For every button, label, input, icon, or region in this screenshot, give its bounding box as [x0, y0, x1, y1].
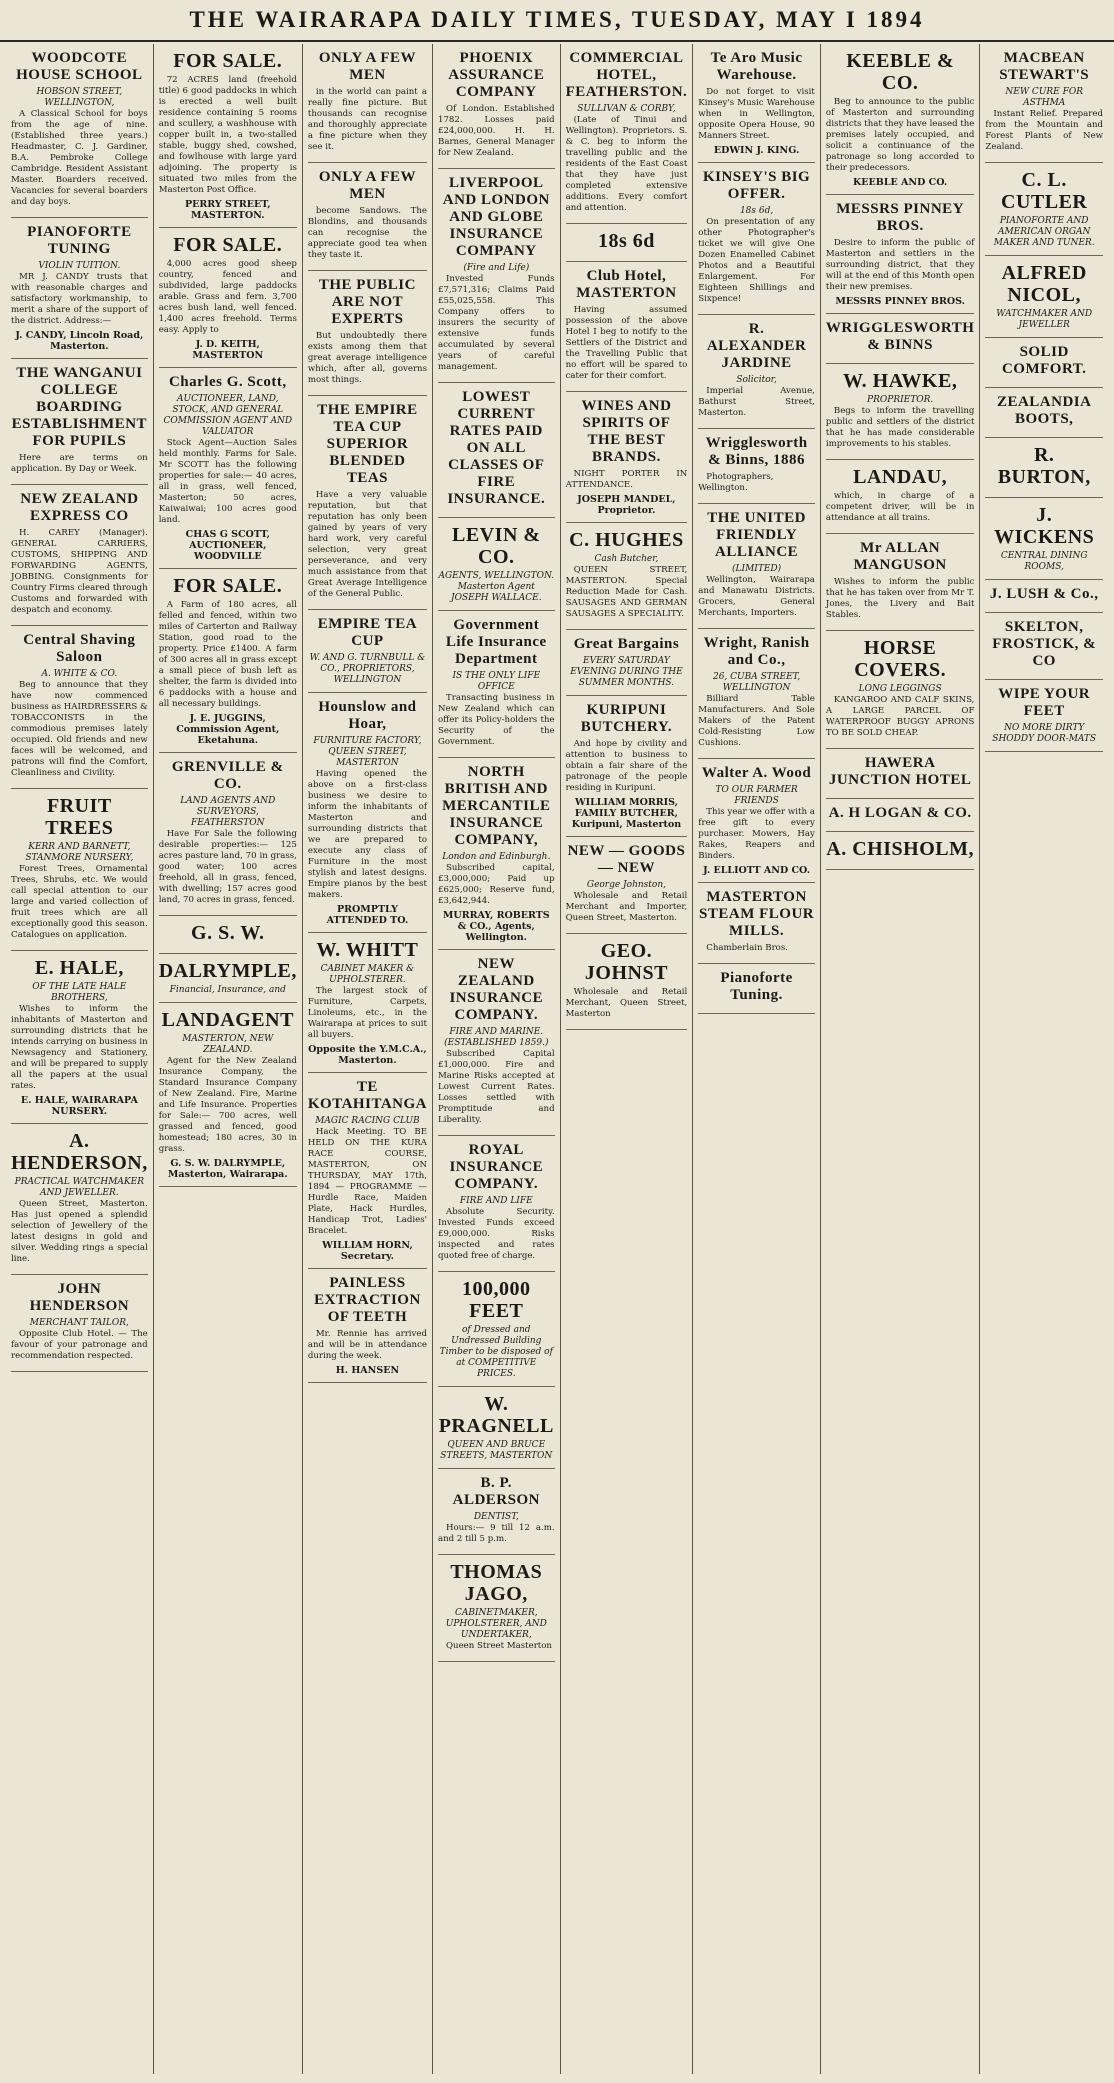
ad-body: Here are terms on application. By Day or Week. [11, 453, 148, 474]
ad-heading: KEEBLE & CO. [846, 50, 955, 94]
column-1 [6, 44, 154, 2074]
ad-signature: J. CANDY, Lincoln Road, Masterton. [15, 330, 144, 352]
advertisement [566, 837, 688, 934]
advertisement [438, 1555, 555, 1662]
ad-heading: W. PRAGNELL [438, 1393, 554, 1437]
advertisement [438, 1272, 555, 1387]
ad-signature: EDWIN J. KING. [713, 145, 800, 156]
ad-signature: WILLIAM MORRIS, FAMILY BUTCHER, Kuripuni, Masterton [571, 797, 682, 830]
advertisement [566, 224, 688, 262]
ad-heading: LEVIN & CO. [452, 524, 541, 568]
ad-body: Instant Relief. Prepared from the Mountain and Forest Plants of New Zealand. [985, 109, 1103, 152]
advertisement [438, 1469, 555, 1555]
advertisement [826, 799, 975, 832]
ad-signature: H. HANSEN [335, 1365, 400, 1376]
advertisement [826, 832, 975, 870]
ad-subheading: AGENTS, WELLINGTON. Masterton Agent JOSEPH WALLACE. [438, 571, 555, 603]
ad-subheading: A. WHITE & CO. [41, 669, 118, 679]
ad-body: Queen Street Masterton [446, 1641, 552, 1651]
advertisement [826, 631, 975, 749]
ad-body: On presentation of any other Photographer's ticket we will give One Dozen Enamelled Cabinet Photos and a Beautiful Enlargement. For Eighteen Shillings and Sixpence! [698, 217, 815, 304]
ad-subheading: of Dressed and Undressed Building Timber to be disposed of at COMPETITIVE PRICES. [439, 1325, 553, 1379]
ad-heading: LIVERPOOL AND LONDON AND GLOBE INSURANCE COMPANY [442, 175, 550, 259]
advertisement [698, 504, 815, 629]
ad-subheading: George Johnston, [586, 880, 666, 890]
ad-heading: THOMAS JAGO, [450, 1561, 543, 1605]
advertisement [308, 396, 427, 610]
ad-body: Wishes to inform the inhabitants of Masterton and surrounding districts that he intends carrying on business in Newsagency and Stationery, and will be prepared to supply all the papers at the usual rates. [11, 1004, 148, 1091]
ad-body: Mr. Rennie has arrived and will be in attendance during the week. [307, 1329, 427, 1361]
ad-subheading: SULLIVAN & CORBY, [577, 104, 676, 114]
advertisement [566, 696, 688, 837]
ad-heading: THE PUBLIC ARE NOT EXPERTS [318, 277, 416, 327]
ad-subheading: PIANOFORTE AND AMERICAN ORGAN MAKER AND TUNER. [993, 216, 1095, 248]
ad-subheading: FIRE AND LIFE [459, 1196, 533, 1206]
advertisement [438, 518, 555, 611]
ad-body: 4,000 acres good sheep country, fenced and subdivided, large paddocks arable. Grass and fern. 3,700 acres bush land, well fenced. 1,400 acres freehold. Terms easy. Apply to [158, 259, 297, 335]
advertisement [438, 44, 555, 169]
ad-heading: KINSEY'S BIG OFFER. [702, 169, 811, 202]
advertisement [11, 951, 148, 1124]
ad-subheading: LONG LEGGINGS [858, 684, 942, 694]
ad-body: NIGHT PORTER IN ATTENDANCE. [565, 469, 688, 490]
ad-body: Wishes to inform the public that he has taken over from Mr T. Jones, the Livery and Bait Stables. [825, 577, 975, 620]
ad-signature: KEEBLE AND CO. [853, 177, 948, 188]
column-5 [561, 44, 694, 2074]
ad-heading: MACBEAN STEWART'S [999, 50, 1090, 83]
advertisement [308, 271, 427, 396]
ad-subheading: Financial, Insurance, and [169, 985, 286, 995]
advertisement [698, 759, 815, 883]
ad-heading: 18s 6d [597, 230, 655, 252]
ad-body: Have For Sale the following desirable properties:— 125 acres pasture land, 70 in grass, good water; 100 acres freehold, all in grass, fenced, with dwelling; 157 acres good land, 70 acres in grass, fenced. [158, 829, 297, 905]
ad-subheading: PRACTICAL WATCHMAKER AND JEWELLER. [14, 1177, 145, 1198]
ad-body: become Sandows. The Blondins, and thousands can recognise the appreciate good tea when they taste it. [307, 206, 427, 260]
ad-signature: CHAS G SCOTT, AUCTIONEER, WOODVILLE [185, 529, 270, 562]
columns [6, 44, 1108, 2074]
ad-signature: J. ELLIOTT AND CO. [703, 865, 811, 876]
ad-heading: B. P. ALDERSON [452, 1475, 540, 1508]
advertisement [308, 693, 427, 933]
ad-body: MR J. CANDY trusts that with reasonable charges and satisfactory workmanship, to merit a share of the support of the district. Address:— [11, 272, 148, 326]
advertisement [985, 163, 1103, 256]
ad-heading: E. HALE, [34, 957, 124, 979]
ad-subheading: (Fire and Life) [463, 263, 530, 273]
advertisement [159, 569, 297, 753]
ad-heading: C. HUGHES [569, 529, 684, 551]
ad-subheading: 26, CUBA STREET, WELLINGTON [712, 672, 801, 693]
ad-heading: 100,000 FEET [462, 1278, 531, 1322]
advertisement [566, 934, 688, 1030]
advertisement [698, 883, 815, 964]
ad-heading: R. BURTON, [997, 444, 1091, 488]
ad-heading: PHOENIX ASSURANCE COMPANY [448, 50, 545, 100]
ad-signature: PROMPTLY ATTENDED TO. [326, 904, 409, 926]
newspaper-title: THE WAIRARAPA DAILY TIMES, TUESDAY, MAY I 1894 [189, 7, 925, 32]
ad-signature: J. E. JUGGINS, Commission Agent, Eketahuna. [176, 713, 280, 746]
ad-heading: COMMERCIAL HOTEL, FEATHERSTON. [565, 50, 688, 100]
ad-subheading: FIRE AND MARINE. (ESTABLISHED 1859.) [444, 1027, 549, 1048]
advertisement [698, 629, 815, 759]
advertisement [159, 368, 297, 569]
ad-heading: GRENVILLE & CO. [171, 759, 284, 792]
ad-subheading: MERCHANT TAILOR, [29, 1318, 129, 1328]
ad-heading: J. WICKENS [994, 504, 1095, 548]
ad-heading: KURIPUNI BUTCHERY. [580, 702, 673, 735]
column-3 [303, 44, 433, 2074]
ad-body: 72 ACRES land (freehold title) 6 good paddocks in which is erected a well built residence containing 5 rooms and scullery, a washhouse with copper built in, a two-stalled stable, buggy shed, cowshed, and fowlhouse with large yard adjoining. The property is situated two miles from the Masterton Post Office. [158, 75, 297, 195]
ad-heading: WOODCOTE HOUSE SCHOOL [16, 50, 143, 83]
ad-body: Subscribed Capital £1,000,000. Fire and Marine Risks accepted at Lowest Current Rates. Losses settled with Promptitude and Liberality. [438, 1049, 555, 1125]
ad-subheading: Cash Butcher, [594, 554, 659, 564]
advertisement [308, 44, 427, 163]
ad-heading: C. L. CUTLER [1001, 169, 1088, 213]
advertisement [985, 680, 1103, 752]
ad-heading: NEW ZEALAND INSURANCE COMPANY. [449, 956, 544, 1023]
ad-subheading: FURNITURE FACTORY, QUEEN STREET, MASTERTON [313, 736, 422, 768]
ad-heading: A. HENDERSON, [11, 1130, 148, 1174]
ad-heading: FOR SALE. [173, 50, 283, 72]
ad-subheading: W. AND G. TURNBULL & CO., PROPRIETORS, WELLINGTON [309, 653, 426, 685]
ad-body: H. CAREY (Manager). GENERAL CARRIERS, CUSTOMS, SHIPPING AND FORWARDING AGENTS, JOBBING. Consignments for Country Firms cleared through Customs and forwarded with despatch and economy. [11, 528, 148, 615]
advertisement [985, 580, 1103, 613]
ad-subheading: MAGIC RACING CLUB [315, 1116, 420, 1126]
ad-body: (Late of Tinui and Wellington). Proprietors. S. & C. beg to inform the travelling public and the residents of the East Coast that they have just completed extensive additions. Every comfort and attention. [565, 115, 688, 213]
ad-heading: R. ALEXANDER JARDINE [706, 321, 807, 371]
ad-subheading: EVERY SATURDAY EVENING DURING THE SUMMER MONTHS. [570, 656, 683, 688]
ad-heading: G. S. W. [191, 922, 265, 944]
ad-heading: Great Bargains [573, 636, 680, 652]
ad-subheading: WATCHMAKER AND JEWELLER [996, 309, 1093, 330]
column-6 [693, 44, 821, 2074]
advertisement [308, 163, 427, 271]
ad-heading: Mr ALLAN MANGUSON [853, 540, 947, 573]
ad-heading: J. LUSH & Co., [989, 586, 1099, 602]
advertisement [11, 626, 148, 789]
ad-heading: FOR SALE. [173, 575, 283, 597]
advertisement [438, 1387, 555, 1469]
ad-heading: PIANOFORTE TUNING [27, 224, 132, 257]
ad-heading: W. HAWKE, [842, 370, 958, 392]
advertisement [308, 1269, 427, 1383]
advertisement [438, 1136, 555, 1272]
ad-heading: Pianoforte Tuning. [720, 970, 793, 1003]
ad-subheading: London and Edinburgh. [442, 852, 551, 862]
ad-heading: ROYAL INSURANCE COMPANY. [449, 1142, 544, 1192]
ad-body: in the world can paint a really fine picture. But thousands can recognise and thoroughly appreciate a fine picture when they see it. [307, 87, 427, 152]
ad-subheading: IS THE ONLY LIFE OFFICE [452, 671, 541, 692]
ad-heading: Charles G. Scott, [168, 374, 287, 390]
advertisement [826, 534, 975, 631]
ad-heading: Central Shaving Saloon [23, 632, 136, 665]
ad-subheading: KERR AND BARNETT, STANMORE NURSERY, [25, 842, 134, 863]
ad-heading: GEO. JOHNST [584, 940, 668, 984]
ad-signature: E. HALE, WAIRARAPA NURSERY. [20, 1095, 138, 1117]
ad-body: Billiard Table Manufacturers. And Sole Makers of the Patent Cold-Resisting Low Cushions. [698, 694, 815, 748]
advertisement [985, 388, 1103, 438]
ad-heading: SKELTON, FROSTICK, & CO [992, 619, 1097, 669]
ad-heading: Wright, Ranish and Co., [703, 635, 810, 668]
advertisement [308, 1073, 427, 1269]
advertisement [159, 228, 297, 368]
ad-heading: Walter A. Wood [701, 765, 812, 781]
advertisement [985, 613, 1103, 680]
ad-body: Invested Funds £7,571,316; Claims Paid £55,025,558. This Company offers to insurers the security of extensive funds accumulated by several years of careful management. [438, 274, 555, 372]
ad-subheading: OF THE LATE HALE BROTHERS, [32, 982, 127, 1003]
ad-body: Beg to announce to the public of Masterton and surrounding districts that they have leased the premises lately occupied, and solicit a continuance of the patronage so long accorded to their predecessors. [825, 97, 975, 173]
advertisement [438, 169, 555, 383]
column-4 [433, 44, 561, 2074]
ad-body: Do not forget to visit Kinsey's Music Warehouse when in Wellington, opposite Opera House, 90 Manners Street. [698, 87, 815, 141]
ad-heading: LANDAGENT [161, 1009, 294, 1031]
ad-heading: A. H LOGAN & CO. [828, 805, 972, 821]
ad-heading: W. WHITT [316, 939, 419, 961]
ad-heading: THE UNITED FRIENDLY ALLIANCE [707, 510, 806, 560]
advertisement [308, 610, 427, 693]
ad-body: The largest stock of Furniture, Carpets, Linoleums, etc., in the Wairarapa at prices to suit all buyers. [307, 986, 427, 1040]
advertisement [566, 630, 688, 696]
ad-subheading: 18s 6d, [739, 206, 774, 216]
advertisement [11, 44, 148, 218]
advertisement [985, 44, 1103, 163]
ad-subheading: CABINETMAKER, UPHOLSTERER, AND UNDERTAKER, [445, 1608, 547, 1640]
ad-heading: JOHN HENDERSON [29, 1281, 130, 1314]
advertisement [438, 758, 555, 950]
ad-body: Subscribed capital, £3,000,000; Paid up £625,000; Reserve fund, £3,642,944. [438, 863, 555, 906]
advertisement [159, 753, 297, 916]
ad-body: Transacting business in New Zealand which can offer its Policy-holders the Security of the Government. [438, 693, 555, 747]
masthead [0, 0, 1114, 42]
ad-heading: NEW ZEALAND EXPRESS CO [20, 491, 139, 524]
ad-signature: G. S. W. DALRYMPLE, Masterton, Wairarapa. [167, 1158, 288, 1180]
ad-heading: WIPE YOUR FEET [998, 686, 1091, 719]
ad-heading: SOLID COMFORT. [1001, 344, 1087, 377]
advertisement [698, 44, 815, 163]
ad-body: Wellington, Wairarapa and Manawatu Districts. Grocers, General Merchants, Importers. [698, 575, 815, 618]
ad-heading: DALRYMPLE, [158, 960, 297, 982]
ad-heading: LANDAU, [853, 466, 948, 488]
advertisement [985, 256, 1103, 338]
ad-subheading: Solicitor, [736, 375, 777, 385]
ad-body: But undoubtedly there exists among them that great average intelligence which, after all, governs most things. [307, 331, 427, 385]
ad-heading: MASTERTON STEAM FLOUR MILLS. [699, 889, 815, 939]
column-8 [980, 44, 1108, 2074]
ad-subheading: CABINET MAKER & UPHOLSTERER. [320, 964, 415, 985]
ad-subheading: AUCTIONEER, LAND, STOCK, AND GENERAL COMMISSION AGENT AND VALUATOR [163, 394, 293, 437]
ad-subheading: NEW CURE FOR ASTHMA [1005, 87, 1084, 108]
ad-body: which, in charge of a competent driver, will be in attendance at all trains. [825, 491, 975, 523]
ad-heading: ALFRED NICOL, [1001, 262, 1087, 306]
ad-body: Queen Street, Masterton. Has just opened a splendid selection of Jewellery of the latest designs in gold and silver. Wedding rings a special line. [11, 1199, 148, 1264]
advertisement [826, 460, 975, 534]
ad-subheading: CENTRAL DINING ROOMS, [1000, 551, 1088, 572]
ad-signature: Opposite the Y.M.C.A., Masterton. [308, 1044, 427, 1066]
advertisement [438, 950, 555, 1136]
ad-heading: Te Aro Music Warehouse. [710, 50, 803, 83]
ad-body: Desire to inform the public of Masterton and settlers in the surrounding district, that they will at the end of this Month open their new premises. [825, 238, 975, 292]
ad-subheading: TO OUR FARMER FRIENDS [715, 785, 798, 806]
advertisement [11, 359, 148, 485]
ad-body: A Farm of 180 acres, all felled and fenced, within two miles of Carterton and Railway Station, good road to the property. Price £1400. A farm of 300 acres all in grass except a small piece of bush left as shelter, the farm is divided into 6 paddocks with a house and all necessary buildings. [158, 600, 297, 709]
ad-signature: JOSEPH MANDEL, Proprietor. [577, 494, 676, 516]
ad-heading: TE KOTAHITANGA [307, 1079, 427, 1112]
ad-body: Imperial Avenue, Bathurst Street, Masterton. [698, 386, 815, 418]
advertisement [11, 485, 148, 626]
ad-body: Hack Meeting. TO BE HELD ON THE KURA RACE COURSE, MASTERTON, ON THURSDAY, MAY 17th, 1894 — PROGRAMME — Hurdle Race, Maiden Plate, Hack Hurdles, Handicap Trot, Ladies' Bracelet. [307, 1127, 427, 1236]
ad-heading: NORTH BRITISH AND MERCANTILE INSURANCE COMPANY, [442, 764, 551, 848]
advertisement [826, 749, 975, 799]
advertisement [159, 954, 297, 1003]
advertisement [566, 44, 688, 224]
advertisement [698, 429, 815, 504]
ad-heading: FRUIT TREES [45, 795, 114, 839]
ad-body: This year we offer with a free gift to every purchaser. Mowers, Hay Rakes, Reapers and Binders. [698, 807, 815, 861]
ad-heading: ONLY A FEW MEN [318, 169, 417, 202]
advertisement [826, 364, 975, 460]
ad-body: Have a very valuable reputation, but that reputation has only been gained by years of very hard work, very careful selection, very great perseverance, and very much assistance from that Great Average Intelligence of the General Public. [307, 490, 427, 599]
ad-body: Hours:— 9 till 12 a.m. and 2 till 5 p.m. [438, 1523, 555, 1544]
advertisement [11, 1275, 148, 1372]
ad-heading: NEW — GOODS — NEW [567, 843, 686, 876]
ad-heading: THE EMPIRE TEA CUP SUPERIOR BLENDED TEAS [317, 402, 418, 486]
advertisement [159, 1003, 297, 1187]
ad-body: Having assumed possession of the above Hotel I beg to notify to the Settlers of the District and the Travelling Public that no effort will be spared to cater for their comfort. [565, 305, 688, 381]
advertisement [698, 163, 815, 315]
ad-heading: A. CHISHOLM, [826, 838, 974, 860]
ad-subheading: VIOLIN TUITION. [38, 261, 121, 271]
ad-heading: MESSRS PINNEY BROS. [836, 201, 965, 234]
column-2 [154, 44, 303, 2074]
column-7 [821, 44, 981, 2074]
ad-body: Agent for the New Zealand Insurance Company, the Standard Insurance Company of New Zealand. Fire, Marine and Life Insurance. Properties for Sale:— 700 acres, well grassed and fenced, good homestead; 180 acres, 30 in grass. [158, 1056, 297, 1154]
ad-body: Wholesale and Retail Merchant, Queen Street, Masterton [565, 987, 688, 1019]
ad-body: Begs to inform the travelling public and settlers of the district that he has made considerable improvements to his stables. [825, 406, 975, 449]
advertisement [826, 195, 975, 314]
ad-body: A Classical School for boys from the age of nine. (Established three years.) Headmaster, C. J. Gardiner, B.A. Pembroke College Cambridge. Resident Assistant Master. Boarders received. Vacancies for several boarders and day boys. [11, 109, 148, 207]
ad-body: KANGAROO AND CALF SKINS, A LARGE PARCEL OF WATERPROOF BUGGY APRONS TO BE SOLD CHEAP. [825, 695, 975, 738]
ad-signature: J. D. KEITH, MASTERTON [192, 339, 264, 361]
advertisement [985, 338, 1103, 388]
ad-heading: ZEALANDIA BOOTS, [996, 394, 1092, 427]
ad-subheading: QUEEN AND BRUCE STREETS, MASTERTON [440, 1440, 553, 1461]
ad-body: Photographers, Wellington. [698, 472, 774, 493]
advertisement [438, 383, 555, 518]
ad-body: Forest Trees, Ornamental Trees, Shrubs, etc. We would call special attention to our large and varied collection of fruit trees which are all exceptionally good this season. Catalogues on application. [11, 864, 148, 940]
ad-body: Chamberlain Bros. [706, 943, 789, 953]
advertisement [566, 523, 688, 630]
ad-heading: ONLY A FEW MEN [318, 50, 417, 83]
ad-signature: MESSRS PINNEY BROS. [835, 296, 965, 307]
advertisement [566, 392, 688, 523]
advertisement [438, 611, 555, 758]
ad-body: Opposite Club Hotel. — The favour of your patronage and recommendation respected. [11, 1329, 148, 1361]
ad-signature: WILLIAM HORN, Secretary. [322, 1240, 413, 1262]
ad-heading: Club Hotel, MASTERTON [576, 268, 677, 301]
ad-body: And hope by civility and attention to business to obtain a fair share of the patronage of the people residing in Kuripuni. [565, 739, 688, 793]
ad-heading: HORSE COVERS. [854, 637, 947, 681]
ad-subheading: DENTIST, [473, 1512, 519, 1522]
advertisement [308, 933, 427, 1073]
ad-body: Having opened the above on a first-class business we desire to inform the inhabitants of Masterton and surrounding districts that we are prepared to execute any class of Furniture in the most stylish and latest designs. Empire pianos by the best makers. [307, 769, 427, 900]
ad-body: QUEEN STREET, MASTERTON. Special Reduction Made for Cash. SAUSAGES AND GERMAN SAUSAGES A SPECIALITY. [565, 565, 688, 619]
ad-heading: FOR SALE. [173, 234, 283, 256]
ad-heading: THE WANGANUI COLLEGE BOARDING ESTABLISHMENT FOR PUPILS [11, 365, 148, 449]
ad-body: Of London. Established 1782. Losses paid £24,000,000. H. H. Barnes, General Manager for New Zealand. [438, 104, 555, 158]
ad-subheading: MASTERTON, NEW ZEALAND. [182, 1034, 274, 1055]
ad-heading: Wrigglesworth & Binns, 1886 [705, 435, 808, 468]
ad-heading: HAWERA JUNCTION HOTEL [828, 755, 972, 788]
advertisement [11, 789, 148, 951]
ad-subheading: (LIMITED) [732, 564, 782, 574]
ad-body: Beg to announce that they have now commenced business as HAIRDRESSERS & TOBACCONISTS in the commodious premises lately occupied. Old friends and new faces will be welcomed, and patrons will find the Comfort, Cleanliness and Civility. [11, 680, 148, 778]
ad-heading: LOWEST CURRENT RATES PAID ON ALL CLASSES OF FIRE INSURANCE. [447, 389, 546, 507]
advertisement [826, 314, 975, 364]
ad-heading: EMPIRE TEA CUP [317, 616, 418, 649]
advertisement [985, 498, 1103, 580]
advertisement [159, 916, 297, 954]
advertisement [11, 1124, 148, 1275]
ad-signature: MURRAY, ROBERTS & CO., Agents, Wellington. [442, 910, 550, 943]
advertisement [826, 44, 975, 195]
advertisement [698, 315, 815, 429]
advertisement [566, 262, 688, 392]
ad-subheading: LAND AGENTS AND SURVEYORS, FEATHERSTON [180, 796, 276, 828]
advertisement [698, 964, 815, 1014]
ad-body: Wholesale and Retail Merchant and Importer, Queen Street, Masterton. [565, 891, 688, 923]
ad-heading: Government Life Insurance Department [445, 617, 547, 667]
ad-subheading: HOBSON STREET, WELLINGTON, [36, 87, 123, 108]
ad-body: Absolute Security. Invested Funds exceed £9,000,000. Risks inspected and rates quoted free of charge. [438, 1207, 555, 1261]
ad-subheading: PROPRIETOR. [867, 395, 934, 405]
ad-body: Stock Agent—Auction Sales held monthly. Farms for Sale. Mr SCOTT has the following properties for sale:— 40 acres, all in grass, well fenced, Masterton; 50 acres, Kaiwaiwai; 100 acres good land. [158, 438, 297, 525]
ad-signature: PERRY STREET, MASTERTON. [184, 199, 271, 221]
ad-heading: Hounslow and Hoar, [318, 699, 417, 732]
ad-subheading: NO MORE DIRTY SHODDY DOOR-MATS [992, 723, 1097, 744]
ad-heading: WINES AND SPIRITS OF THE BEST BRANDS. [581, 398, 672, 465]
advertisement [985, 438, 1103, 498]
advertisement [11, 218, 148, 359]
advertisement [159, 44, 297, 228]
ad-heading: PAINLESS EXTRACTION OF TEETH [314, 1275, 421, 1325]
ad-heading: WRIGGLESWORTH & BINNS [825, 320, 975, 353]
